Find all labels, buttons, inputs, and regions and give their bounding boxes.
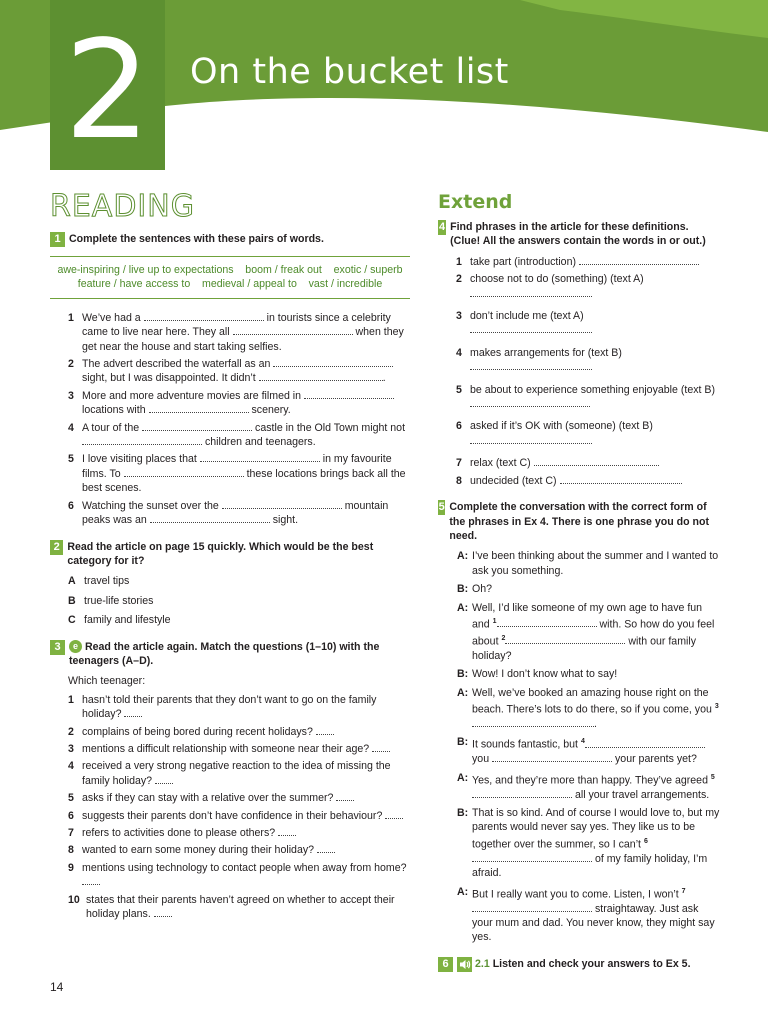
unit-header	[0, 0, 768, 175]
list-item: 4 received a very strong negative reaction to the idea of missing the family holiday?	[68, 760, 391, 787]
dialogue-line: A: Well, I’d like someone of my own age to have fun and $^1$ with. So how do you feel about $^2$ with our family holiday?	[457, 601, 715, 662]
word-box	[50, 256, 410, 299]
exercise-instruction: Read the article on page 15 quickly. Which would be the best category for it?	[67, 540, 374, 567]
list-item: 1 hasn’t told their parents that they don’t want to go on the family holiday?	[68, 693, 377, 721]
answer-blank[interactable]	[470, 287, 592, 297]
answer-blank[interactable]	[472, 902, 592, 912]
page-number: 14	[50, 980, 64, 994]
list-item: 2 complains of being bored during recent holidays?	[68, 725, 410, 739]
list-item: 5 be about to experience something enjoyable (text B)	[456, 383, 720, 412]
exercise-instruction: Listen and check your answers to Ex 5.	[492, 957, 691, 970]
answer-blank[interactable]	[505, 634, 625, 644]
answer-blank[interactable]	[154, 907, 172, 917]
list-item: 1 We’ve had a in tourists since a celebrity came to live near here. They all when they get near the house and start taking selfies.	[68, 311, 404, 353]
answer-blank[interactable]	[124, 467, 244, 477]
list-item: 5 asks if they can stay with a relative over the summer?	[68, 791, 410, 805]
e-circle-icon: e	[69, 640, 82, 653]
list-item: 10 states that their parents haven’t agreed on whether to accept their holiday plans.	[68, 893, 395, 921]
list-item: 8 wanted to earn some money during their holiday?	[68, 843, 410, 857]
answer-blank[interactable]	[142, 421, 252, 431]
dialogue-line: B: That is so kind. And of course I would love to, but my parents would never say yes. They like us to be together over the summer, so I can’t $^6$ of my family holiday, I’m afraid.	[457, 807, 720, 880]
answer-blank[interactable]	[273, 357, 393, 367]
answer-blank[interactable]	[585, 738, 705, 748]
list-item: 7 refers to activities done to please others?	[68, 826, 410, 840]
list-item: 5 I love visiting places that in my favourite films. To these locations brings back all the best scenes.	[68, 453, 406, 495]
section-heading-reading: READING	[50, 189, 195, 224]
list-item: 9 mentions using technology to contact people when away from home?	[68, 861, 410, 890]
answer-blank[interactable]	[336, 791, 354, 801]
answer-blank[interactable]	[82, 875, 100, 885]
answer-blank[interactable]	[316, 725, 334, 735]
list-item: 2 The advert described the waterfall as an sight, but I was disappointed. It didn’t .	[68, 357, 410, 386]
dialogue-line: B: Wow! I don’t know what to say!	[457, 668, 618, 681]
exercise-instruction: Complete the sentences with these pairs of words.	[69, 233, 324, 245]
exercise-1	[50, 232, 410, 528]
answer-blank[interactable]	[560, 474, 682, 484]
dialogue-line: A: Well, we’ve booked an amazing house right on the beach. There’s lots to do there, so if you come, you $^3$.	[457, 686, 719, 730]
answer-blank[interactable]	[470, 434, 592, 444]
dialogue-line: A: I’ve been thinking about the summer and I wanted to ask you something.	[457, 550, 719, 577]
word-box-line: awe-inspiring / live up to expectations boom / freak out exotic / superb	[57, 264, 403, 276]
answer-blank[interactable]	[124, 707, 142, 717]
list-item: 6 suggests their parents don’t have confidence in their behaviour?	[68, 809, 410, 823]
page-title: On the bucket list	[190, 52, 509, 92]
answer-blank[interactable]	[472, 717, 594, 727]
answer-blank[interactable]	[222, 499, 342, 509]
unit-number: 2	[64, 12, 151, 170]
dialogue-line: A: Yes, and they’re more than happy. They’ve agreed $^5$ all your travel arrangements.	[457, 771, 715, 801]
exercise-3	[50, 640, 410, 922]
exercise-2	[50, 540, 410, 628]
answer-blank[interactable]	[470, 360, 592, 370]
exercise-instruction: Complete the conversation with the correct form of the phrases in Ex 4. There is one phrase you do not need.	[449, 501, 709, 542]
exercise-number: 1	[50, 232, 65, 247]
list-item: 1 take part (introduction)	[456, 255, 720, 269]
list-item: 3 More and more adventure movies are filmed in locations with scenery.	[68, 389, 410, 418]
answer-blank[interactable]	[155, 774, 173, 784]
answer-blank[interactable]	[278, 826, 296, 836]
exercise-6	[438, 957, 720, 972]
answer-blank[interactable]	[233, 325, 353, 335]
exercise-4	[438, 220, 720, 488]
list-item: 4 makes arrangements for (text B)	[456, 346, 720, 375]
answer-blank[interactable]	[497, 617, 597, 627]
word-box-line: feature / have access to medieval / appeal to vast / incredible	[77, 278, 383, 291]
answer-blank[interactable]	[82, 435, 202, 445]
exercise-number: 2	[50, 540, 63, 555]
answer-blank[interactable]	[304, 389, 394, 399]
answer-blank[interactable]	[259, 371, 383, 381]
section-heading-extend: Extend	[438, 191, 513, 213]
speaker-icon[interactable]	[457, 957, 472, 972]
list-item: 2 choose not to do (something) (text A)	[456, 272, 720, 301]
exercise-instruction: Read the article again. Match the questions (1–10) with the teenagers (A–D).	[69, 640, 380, 667]
answer-blank[interactable]	[149, 403, 249, 413]
exercise-5	[438, 500, 720, 945]
unit-number-block	[50, 0, 165, 170]
answer-blank[interactable]	[470, 323, 592, 333]
option-item[interactable]: A travel tips	[68, 575, 130, 588]
exercise-number: 3	[50, 640, 65, 655]
list-item: 8 undecided (text C)	[456, 474, 720, 488]
dialogue-line: A: But I really want you to come. Listen, I won’t $^7$ straightaway. Just ask your mum and dad. You never know, they might say yes.	[457, 885, 715, 944]
answer-blank[interactable]	[534, 456, 659, 466]
dialogue-line: B: It sounds fantastic, but $^4$ you your parents yet?	[457, 735, 720, 766]
answer-blank[interactable]	[150, 513, 270, 523]
list-item: 7 relax (text C)	[456, 456, 720, 470]
list-item: 6 Watching the sunset over the mountain peaks was an sight.	[68, 499, 389, 527]
list-item: 6 asked if it’s OK with (someone) (text B)	[456, 419, 720, 448]
list-item: 3 mentions a difficult relationship with someone near their age?	[68, 742, 410, 756]
answer-blank[interactable]	[472, 852, 592, 862]
answer-blank[interactable]	[372, 742, 390, 752]
list-item: 4 A tour of the castle in the Old Town might not children and teenagers.	[68, 421, 406, 449]
dialogue-line: B: Oh?	[457, 583, 493, 596]
option-item[interactable]: B true-life stories	[68, 594, 154, 607]
exercise-number: 4	[439, 221, 446, 233]
option-item[interactable]: C family and lifestyle	[68, 614, 171, 627]
list-item: 3 don’t include me (text A)	[456, 309, 720, 338]
answer-blank[interactable]	[579, 255, 699, 265]
answer-blank[interactable]	[200, 452, 320, 462]
answer-blank[interactable]	[317, 843, 335, 853]
exercise-number: 5	[438, 501, 445, 514]
extend-section	[438, 190, 720, 984]
answer-blank[interactable]	[470, 397, 590, 407]
lead-text: Which teenager:	[68, 675, 146, 688]
exercise-instruction: Find phrases in the article for these definitions. (Clue! All the answers contain the words in or out.)	[450, 221, 706, 248]
answer-blank[interactable]	[472, 788, 572, 798]
answer-blank[interactable]	[144, 311, 264, 321]
exercise-number: 6	[438, 957, 453, 972]
answer-blank[interactable]	[492, 752, 612, 762]
track-number: 2.1	[475, 957, 490, 970]
answer-blank[interactable]	[385, 809, 403, 819]
reading-section	[50, 190, 410, 933]
